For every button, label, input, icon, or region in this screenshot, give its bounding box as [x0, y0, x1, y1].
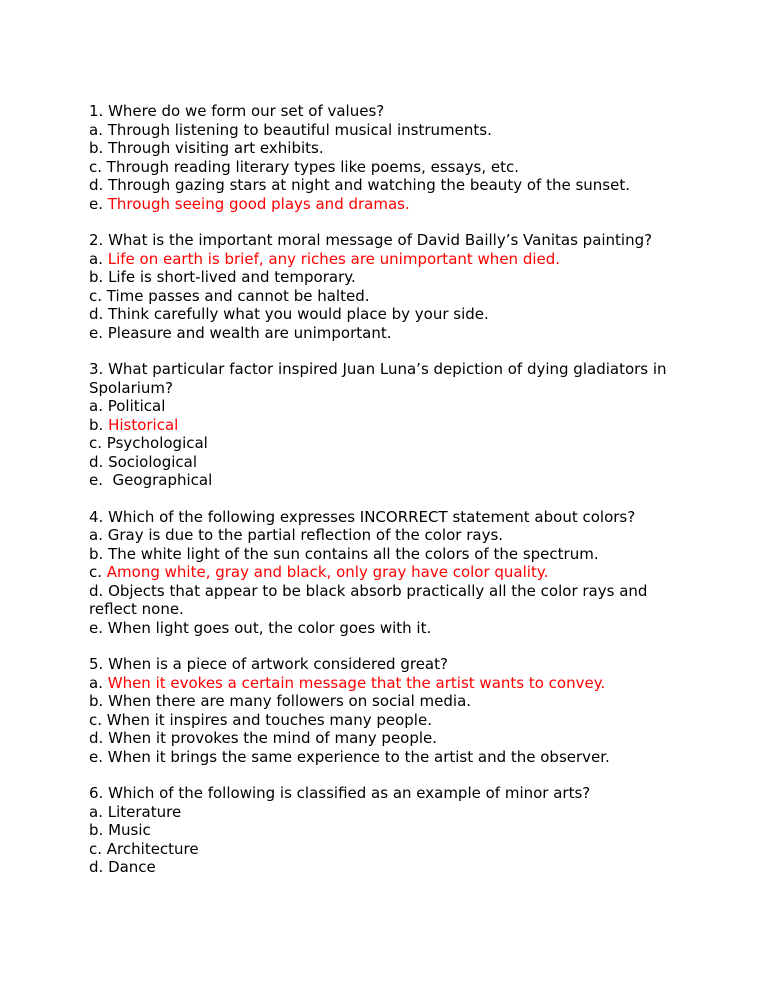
answer-option: [89, 195, 689, 214]
option-letter: a.: [89, 802, 108, 821]
option-text: Think carefully what you would place by your side.: [108, 305, 489, 323]
option-text: When it inspires and touches many people.: [106, 710, 432, 729]
question-block: [89, 360, 689, 490]
answer-option: [89, 729, 689, 748]
answer-option: [89, 674, 689, 693]
option-text: When there are many followers on social media.: [108, 692, 472, 710]
option-letter: e.: [89, 747, 108, 766]
option-letter: c.: [89, 563, 107, 581]
option-letter: b.: [89, 544, 109, 563]
option-letter: b.: [89, 692, 109, 710]
option-letter: e.: [89, 471, 113, 489]
option-letter: d.: [89, 176, 109, 194]
question-stem: 4. Which of the following expresses INCORRECT statement about colors?: [89, 507, 636, 526]
option-text: Literature: [107, 802, 182, 821]
answer-option: [89, 250, 689, 269]
answer-option: [89, 748, 689, 767]
option-text: Through gazing stars at night and watching the beauty of the sunset.: [108, 176, 630, 194]
answer-option: [89, 619, 689, 638]
option-text: Through reading literary types like poems, essays, etc.: [106, 157, 520, 176]
answer-option: [89, 803, 689, 822]
option-text: Music: [108, 821, 151, 839]
option-text: Sociological: [108, 452, 197, 471]
option-text: Dance: [108, 858, 156, 876]
option-letter: d.: [89, 729, 109, 747]
answer-option: [89, 305, 689, 324]
option-text: Life is short-lived and temporary.: [108, 268, 356, 286]
option-text: Through visiting art exhibits.: [108, 139, 324, 157]
highlighted-answer-text: Through seeing good plays and dramas.: [107, 194, 410, 213]
option-letter: d.: [89, 858, 109, 876]
answer-option: [89, 176, 689, 195]
answer-option: [89, 840, 689, 859]
answer-option: [89, 139, 689, 158]
option-letter: b.: [89, 268, 109, 286]
option-letter: a.: [89, 120, 108, 139]
option-letter: e.: [89, 194, 108, 213]
question-stem: 3. What particular factor inspired Juan Luna’s depiction of dying gladiators in Spolarium?: [89, 360, 672, 397]
answer-option: [89, 268, 689, 287]
option-letter: e.: [89, 323, 108, 342]
question-block: [89, 508, 689, 638]
option-letter: d.: [89, 305, 109, 323]
question-stem: 6. Which of the following is classified as an example of minor arts?: [89, 784, 591, 802]
option-letter: c.: [89, 839, 107, 858]
answer-option: [89, 821, 689, 840]
option-letter: d.: [89, 581, 109, 600]
option-text: Objects that appear to be black absorb practically all the color rays and reflect none.: [89, 581, 653, 618]
option-text: Psychological: [106, 434, 208, 452]
option-text: When light goes out, the color goes with it.: [107, 618, 432, 637]
option-text: Time passes and cannot be halted.: [106, 286, 370, 305]
answer-option: [89, 711, 689, 730]
answer-option: [89, 858, 689, 877]
option-text: Through listening to beautiful musical instruments.: [107, 120, 492, 139]
option-letter: b.: [89, 139, 109, 157]
option-letter: a.: [89, 397, 108, 415]
answer-option: [89, 121, 689, 140]
highlighted-answer-text: Historical: [108, 415, 179, 434]
option-letter: b.: [89, 821, 109, 839]
option-letter: c.: [89, 434, 107, 452]
answer-option: [89, 158, 689, 177]
answer-option: [89, 545, 689, 564]
question-block: [89, 784, 689, 877]
question-stem: 2. What is the important moral message of David Bailly’s Vanitas painting?: [89, 231, 653, 249]
question-block: [89, 655, 689, 766]
option-letter: a.: [89, 249, 108, 268]
option-text: Architecture: [106, 839, 199, 858]
answer-option: [89, 563, 689, 582]
option-letter: a.: [89, 526, 108, 544]
option-text: Political: [107, 397, 166, 415]
answer-option: [89, 287, 689, 306]
highlighted-answer-text: When it evokes a certain message that the artist wants to convey.: [107, 673, 606, 692]
option-text: Pleasure and wealth are unimportant.: [107, 323, 392, 342]
answer-option: [89, 453, 689, 472]
answer-option: [89, 692, 689, 711]
option-letter: a.: [89, 673, 108, 692]
highlighted-answer-text: Among white, gray and black, only gray have color quality.: [106, 563, 549, 581]
option-letter: c.: [89, 157, 107, 176]
option-text: Geographical: [112, 471, 213, 489]
answer-option: [89, 526, 689, 545]
quiz-document: [89, 102, 689, 895]
option-text: Gray is due to the partial reflection of the color rays.: [107, 526, 504, 544]
question-block: [89, 231, 689, 342]
option-letter: e.: [89, 618, 108, 637]
option-letter: b.: [89, 415, 109, 434]
option-text: When it brings the same experience to the artist and the observer.: [107, 747, 610, 766]
answer-option: [89, 324, 689, 343]
answer-option: [89, 582, 689, 619]
answer-option: [89, 434, 689, 453]
question-stem: 1. Where do we form our set of values?: [89, 102, 385, 120]
option-letter: c.: [89, 286, 107, 305]
option-letter: c.: [89, 710, 107, 729]
highlighted-answer-text: Life on earth is brief, any riches are unimportant when died.: [107, 249, 561, 268]
answer-option: [89, 471, 689, 490]
answer-option: [89, 416, 689, 435]
option-text: When it provokes the mind of many people.: [108, 729, 438, 747]
question-stem: 5. When is a piece of artwork considered great?: [89, 655, 448, 673]
option-letter: d.: [89, 452, 109, 471]
answer-option: [89, 397, 689, 416]
option-text: The white light of the sun contains all the colors of the spectrum.: [108, 544, 599, 563]
question-block: [89, 102, 689, 213]
